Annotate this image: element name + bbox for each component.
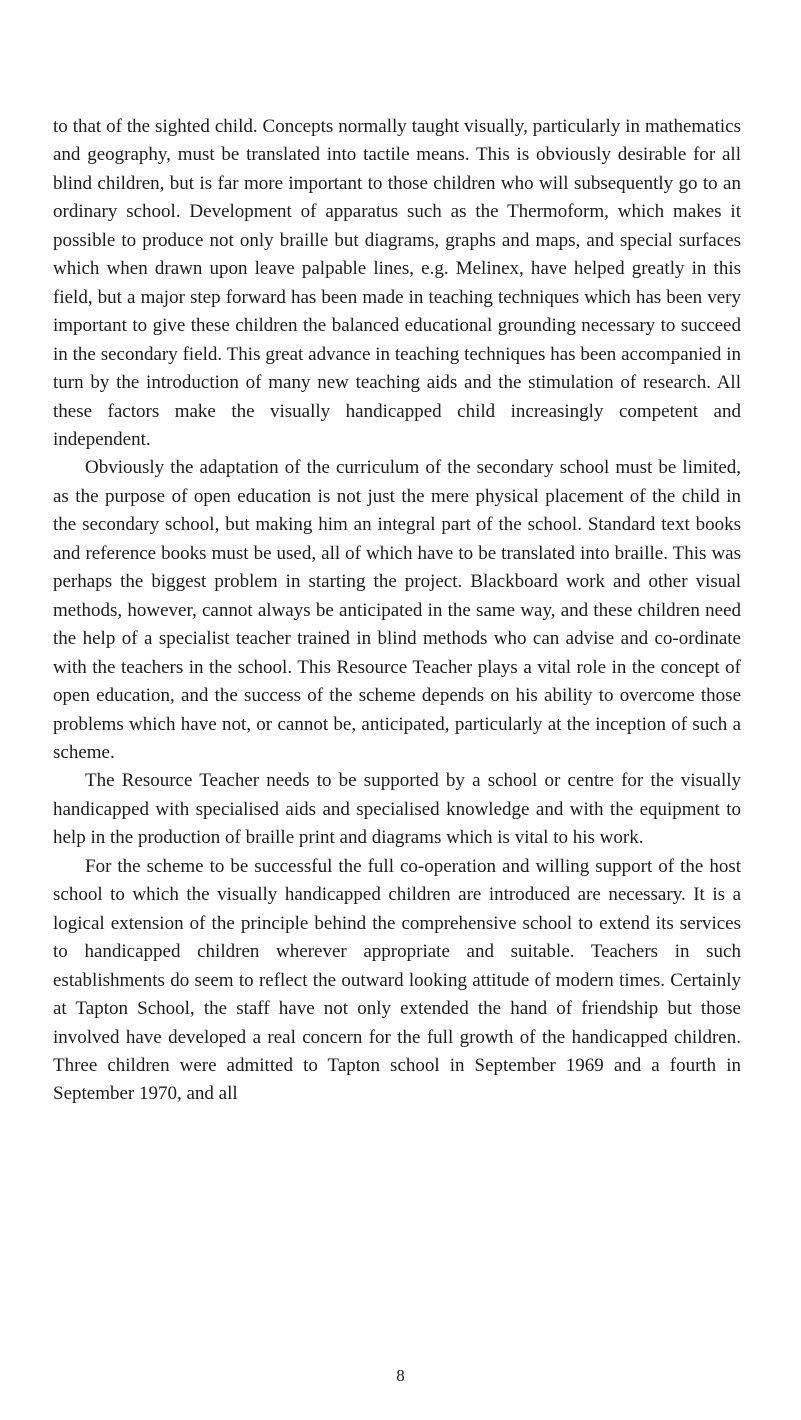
paragraph-2: Obviously the adaptation of the curriculum of the secondary school must be limited, as the purpose of open education is not just the mere physical placement of the child in the secondary school, but making him an integral part of the school. Standard text books and reference books must be used, all of which have to be translated into braille. This was perhaps the biggest problem in starting the project. Blackboard work and other visual methods, however, cannot always be anticipated in the same way, and these children need the help of a specialist teacher trained in blind methods who can advise and co-ordinate with the teachers in the school. This Resource Teacher plays a vital role in the concept of open education, and the success of the scheme depends on his ability to overcome those problems which have not, or cannot be, anticipated, particularly at the inception of such a scheme. xyxy=(53,457,741,763)
paragraph-3: The Resource Teacher needs to be supported by a school or centre for the visually handicapped with specialised aids and specialised knowledge and with the equipment to help in the production of braille print and diagrams which is vital to his work. xyxy=(53,770,741,849)
page-number: 8 xyxy=(396,1366,405,1385)
paragraph-1: to that of the sighted child. Concepts normally taught visually, particularly in mathematics and geography, must be translated into tactile means. This is obviously desirable for all blind children, but is far more important to those children who will subsequently go to an ordinary school. Development of apparatus such as the Thermoform, which makes it possible to produce not only braille but diagrams, graphs and maps, and special surfaces which when drawn upon leave palpable lines, e.g. Melinex, have helped greatly in this field, but a major step forward has been made in teaching techniques which has been very important to give these children the balanced educational grounding necessary to succeed in the secondary field. This great advance in teaching techniques has been accompanied in turn by the introduction of many new teaching aids and the stimulation of research. All these factors make the visually handicapped child increasingly competent and independent. xyxy=(53,116,741,450)
paragraph-4: For the scheme to be successful the full co-operation and willing support of the host school to which the visually handicapped children are introduced are necessary. It is a logical extension of the principle behind the comprehensive school to extend its services to handicapped children wherever appropriate and suitable. Teachers in such establishments do seem to reflect the outward looking attitude of modern times. Certainly at Tapton School, the staff have not only extended the hand of friendship but those involved have developed a real concern for the full growth of the handicapped children. Three children were admitted to Tapton school in September 1969 and a fourth in September 1970, and all xyxy=(53,855,741,1105)
body-text xyxy=(53,113,741,1109)
